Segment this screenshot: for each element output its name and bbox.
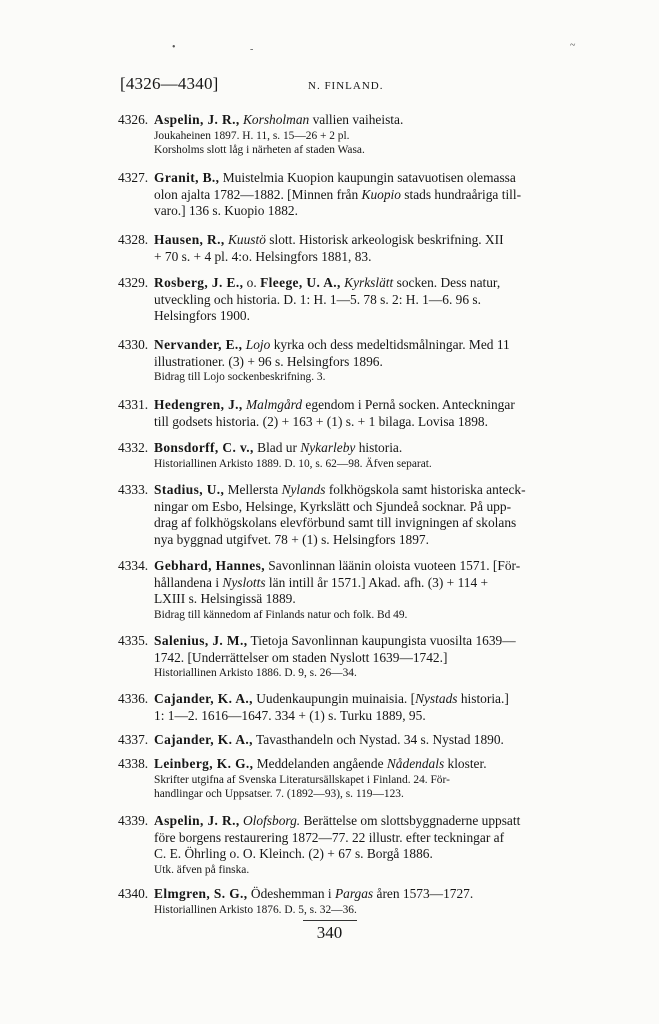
entry-text: före borgens restaurering 1872—77. 22 illustr. efter teckningar af <box>154 829 505 845</box>
entry-text: Mellersta <box>224 482 282 497</box>
entry-text: vallien vaiheista. <box>309 112 404 127</box>
entry-text: + 70 s. + 4 pl. 4:o. Helsingfors 1881, 83. <box>154 248 372 264</box>
entry-4332 <box>118 440 588 471</box>
entry-author: Fleege, U. A., <box>260 275 341 290</box>
entry-number: 4327. <box>118 170 149 185</box>
entry-author: Salenius, J. M., <box>154 633 248 648</box>
entry-note: Bidrag till kännedom af Finlands natur och folk. Bd 49. <box>154 608 408 621</box>
entry-number: 4336. <box>118 691 149 706</box>
entry-title: Malmgård <box>246 397 303 412</box>
section-title: N. FINLAND. <box>308 80 384 92</box>
entry-text: Blad ur <box>253 440 301 455</box>
entry-author: Leinberg, K. G., <box>154 756 254 771</box>
entry-number: 4337. <box>118 732 149 747</box>
entry-note: Bidrag till Lojo sockenbeskrifning. 3. <box>154 371 326 383</box>
entry-author: Rosberg, J. E., <box>154 275 244 290</box>
entry-number: 4334. <box>118 558 149 573</box>
entry-text: hållandena i <box>154 574 223 590</box>
entry-number: 4326. <box>118 112 149 127</box>
entry-text: Meddelanden angående <box>253 756 387 771</box>
entry-title: Nykarleby <box>300 440 356 455</box>
entry-text: Ödeshemman i <box>247 886 335 901</box>
entry-title: Nystads <box>415 691 458 706</box>
entry-text: åren 1573—1727. <box>373 886 474 901</box>
entry-title: Nylands <box>281 482 326 497</box>
entry-author: Cajander, K. A., <box>154 732 253 747</box>
entry-title: Nyslotts <box>222 574 266 590</box>
entry-text: 1: 1—2. 1616—1647. 334 + (1) s. Turku 1889, 95. <box>154 707 426 723</box>
entry-text: Muistelmia Kuopion kaupungin satavuotisen olemassa <box>219 170 516 185</box>
entry-4337 <box>118 732 588 749</box>
entry-number: 4329. <box>118 275 149 290</box>
scan-dash-mark: - <box>250 44 254 55</box>
entry-note: Historiallinen Arkisto 1889. D. 10, s. 62—98. Äfven separat. <box>154 457 432 470</box>
entry-number: 4335. <box>118 633 149 648</box>
entry-title: Nådendals <box>386 756 445 771</box>
entry-author: Aspelin, J. R., <box>154 813 240 828</box>
entry-text: kloster. <box>444 756 487 771</box>
entry-note: handlingar och Uppsatser. 7. (1892—93), s. 119—123. <box>154 788 404 800</box>
entry-note: Korsholms slott låg i närheten af staden Wasa. <box>154 144 365 156</box>
entry-4326 <box>118 112 588 158</box>
entry-4328 <box>118 232 588 265</box>
entry-author: Bonsdorff, C. v., <box>154 440 254 455</box>
entry-text: kyrka och dess medeltidsmålningar. Med 11 <box>270 337 510 352</box>
entry-note: Utk. äfven på finska. <box>154 863 250 876</box>
entry-text: o. <box>243 275 261 290</box>
entry-number: 4339. <box>118 813 149 828</box>
entry-4336 <box>118 691 588 724</box>
entry-text: egendom i Pernå socken. Anteckningar <box>302 397 515 412</box>
entry-text: Savonlinnan läänin oloista vuoteen 1571. [För- <box>264 558 521 573</box>
entry-text: Tietoja Savonlinnan kaupungista vuosilta 1639— <box>247 633 516 648</box>
entry-note: Historiallinen Arkisto 1886. D. 9, s. 26—34. <box>154 667 357 679</box>
entry-4331 <box>118 397 588 430</box>
entry-range: [4326—4340] <box>120 74 219 93</box>
entry-author: Stadius, U., <box>154 482 225 497</box>
entry-title: Olofsborg. <box>242 813 301 828</box>
entry-4339 <box>118 813 588 877</box>
entry-note: Historiallinen Arkisto 1876. D. 5, s. 32—36. <box>154 903 357 916</box>
entry-4338 <box>118 756 588 802</box>
entry-4333 <box>118 482 588 548</box>
entry-text: socken. Dess natur, <box>393 275 501 290</box>
entry-text: nya byggnad utgifvet. 78 + (1) s. Helsingfors 1897. <box>154 531 429 547</box>
entry-author: Hausen, R., <box>154 232 225 247</box>
entry-text: 1742. [Underrättelser om staden Nyslott 1639—1742.] <box>154 649 448 665</box>
entry-number: 4340. <box>118 886 149 901</box>
entry-number: 4338. <box>118 756 149 771</box>
entry-author: Gebhard, Hannes, <box>154 558 265 573</box>
scan-tick-mark: ~ <box>570 40 576 51</box>
entry-note: Skrifter utgifna af Svenska Literatursällskapet i Finland. 24. För- <box>154 773 450 786</box>
entry-title: Lojo <box>245 337 271 352</box>
entry-number: 4333. <box>118 482 149 497</box>
entry-title: Korsholman <box>242 112 310 127</box>
entry-text: utveckling och historia. D. 1: H. 1—5. 78 s. 2: H. 1—6. 96 s. <box>154 291 481 307</box>
entry-number: 4331. <box>118 397 149 412</box>
entry-text: historia. <box>355 440 403 455</box>
page-header <box>120 74 580 96</box>
entry-text: stads hundraåriga till- <box>400 186 522 202</box>
entry-4334 <box>118 558 588 622</box>
entry-4335 <box>118 633 588 681</box>
entry-title: Kuustö <box>227 232 266 247</box>
entry-4330 <box>118 337 588 385</box>
entry-4329 <box>118 275 588 325</box>
entry-author: Cajander, K. A., <box>154 691 253 706</box>
entry-text: folkhögskola samt historiska anteck- <box>325 482 526 497</box>
entry-text: C. E. Öhrling o. O. Kleinch. (2) + 67 s. Borgå 1886. <box>154 846 433 861</box>
entry-number: 4328. <box>118 232 149 247</box>
entry-4340 <box>118 886 588 917</box>
entry-text: olon ajalta 1782—1882. [Minnen från <box>154 186 362 202</box>
entry-text: varo.] 136 s. Kuopio 1882. <box>154 203 298 218</box>
entry-text: Helsingfors 1900. <box>154 308 250 323</box>
entry-text: historia.] <box>457 691 509 706</box>
entry-text: LXIII s. Helsingissä 1889. <box>154 591 296 606</box>
entry-text: slott. Historisk arkeologisk beskrifning. XII <box>265 232 504 247</box>
entry-text: drag af folkhögskolans elevförbund samt till invigningen af skolans <box>154 515 517 530</box>
entry-4327 <box>118 170 588 220</box>
scan-dot-mark: • <box>172 42 176 53</box>
entry-text: Berättelse om slottsbyggnaderne uppsatt <box>300 813 521 828</box>
entry-text: till godsets historia. (2) + 163 + (1) s. + 1 bilaga. Lovisa 1898. <box>154 413 488 429</box>
entry-author: Granit, B., <box>154 170 220 185</box>
entry-title: Kyrkslätt <box>344 275 394 290</box>
page-number <box>0 920 659 943</box>
entry-text: län intill år 1571.] Akad. afh. (3) + 114 + <box>265 574 489 590</box>
entry-title: Pargas <box>334 886 374 901</box>
entry-text: illustrationer. (3) + 96 s. Helsingfors 1896. <box>154 353 383 369</box>
entry-number: 4330. <box>118 337 149 352</box>
entry-text: ningar om Esbo, Helsinge, Kyrkslätt och Sjundeå socknar. På upp- <box>154 498 512 514</box>
entry-note: Joukaheinen 1897. H. 11, s. 15—26 + 2 pl. <box>154 129 350 142</box>
entry-title: Kuopio <box>361 186 401 202</box>
entry-author: Aspelin, J. R., <box>154 112 240 127</box>
entry-author: Nervander, E., <box>154 337 243 352</box>
entry-text: Uudenkaupungin muinaisia. [ <box>252 691 416 706</box>
entry-text: Tavasthandeln och Nystad. 34 s. Nystad 1890. <box>252 732 504 747</box>
page-number-text: 340 <box>303 920 357 943</box>
entry-author: Elmgren, S. G., <box>154 886 248 901</box>
entry-author: Hedengren, J., <box>154 397 243 412</box>
entry-number: 4332. <box>118 440 149 455</box>
